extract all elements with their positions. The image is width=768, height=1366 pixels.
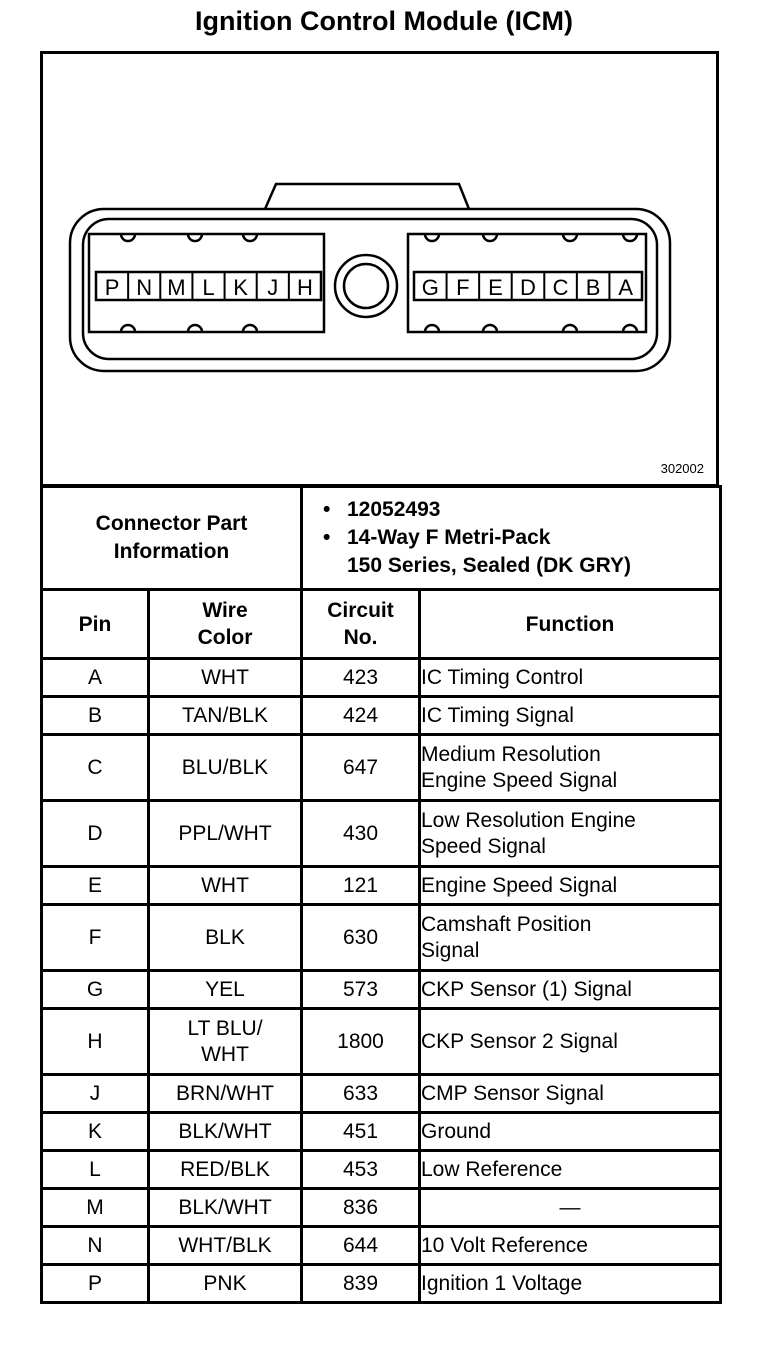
- connector-pin-label: K: [233, 275, 248, 300]
- pin-cell: K: [42, 1113, 149, 1151]
- table-row: [42, 1189, 721, 1227]
- table-row: [42, 905, 721, 971]
- part-info-label: Connector Part Information: [42, 487, 302, 590]
- pin-cell: M: [42, 1189, 149, 1227]
- function-cell: —: [420, 1189, 721, 1227]
- wire-color-cell: TAN/BLK: [149, 697, 302, 735]
- part-number: • 12052493: [323, 498, 441, 521]
- function-cell: Engine Speed Signal: [420, 867, 721, 905]
- connector-pin-label: M: [167, 275, 186, 300]
- pin-cell: E: [42, 867, 149, 905]
- connector-pin-label: B: [585, 275, 601, 300]
- circuit-cell: 644: [302, 1227, 420, 1265]
- circuit-cell: 647: [302, 735, 420, 801]
- function-cell: Low Resolution Engine Speed Signal: [420, 801, 721, 867]
- wire-color-cell: YEL: [149, 971, 302, 1009]
- function-cell: Medium Resolution Engine Speed Signal: [420, 735, 721, 801]
- header-circuit-no: Circuit No.: [302, 590, 420, 659]
- connector-pin-label: P: [104, 275, 120, 300]
- circuit-cell: 453: [302, 1151, 420, 1189]
- wire-color-cell: RED/BLK: [149, 1151, 302, 1189]
- header-wire-color: Wire Color: [149, 590, 302, 659]
- table-row: [42, 697, 721, 735]
- wire-color-cell: PPL/WHT: [149, 801, 302, 867]
- circuit-cell: 423: [302, 659, 420, 697]
- table-row: [42, 735, 721, 801]
- connector-pin-label: N: [136, 275, 153, 300]
- connector-diagram: [40, 51, 719, 487]
- pin-cell: B: [42, 697, 149, 735]
- function-cell: Ground: [420, 1113, 721, 1151]
- circuit-cell: 430: [302, 801, 420, 867]
- circuit-cell: 839: [302, 1265, 420, 1303]
- wire-color-cell: LT BLU/ WHT: [149, 1009, 302, 1075]
- wire-color-cell: BRN/WHT: [149, 1075, 302, 1113]
- pin-cell: N: [42, 1227, 149, 1265]
- function-cell: 10 Volt Reference: [420, 1227, 721, 1265]
- connector-pinout-table: [40, 485, 722, 1304]
- table-row: [42, 659, 721, 697]
- circuit-cell: 1800: [302, 1009, 420, 1075]
- part-info-values: [302, 487, 721, 590]
- table-row: [42, 1113, 721, 1151]
- function-cell: CKP Sensor (1) Signal: [420, 971, 721, 1009]
- pin-cell: D: [42, 801, 149, 867]
- connector-pin-label: L: [202, 275, 215, 300]
- connector-type: • 14-Way F Metri-Pack 150 Series, Sealed (DK GRY): [323, 526, 632, 577]
- pin-cell: J: [42, 1075, 149, 1113]
- function-cell: CKP Sensor 2 Signal: [420, 1009, 721, 1075]
- wire-color-cell: WHT: [149, 659, 302, 697]
- table-row: [42, 801, 721, 867]
- table-row: [42, 1151, 721, 1189]
- function-cell: Ignition 1 Voltage: [420, 1265, 721, 1303]
- connector-pin-label: F: [456, 275, 470, 300]
- table-row: [42, 1009, 721, 1075]
- table-row: [42, 867, 721, 905]
- part-info-row: [42, 487, 721, 590]
- header-function: Function: [420, 590, 721, 659]
- connector-pin-label: H: [296, 275, 313, 300]
- pin-cell: F: [42, 905, 149, 971]
- left-pin-row: [105, 272, 313, 300]
- table-header-row: [42, 590, 721, 659]
- circuit-cell: 573: [302, 971, 420, 1009]
- function-cell: IC Timing Signal: [420, 697, 721, 735]
- circuit-cell: 836: [302, 1189, 420, 1227]
- pin-cell: C: [42, 735, 149, 801]
- page-title: Ignition Control Module (ICM): [195, 6, 573, 36]
- circuit-cell: 633: [302, 1075, 420, 1113]
- connector-face-drawing: [43, 54, 716, 484]
- wire-color-cell: WHT/BLK: [149, 1227, 302, 1265]
- wire-color-cell: BLK: [149, 905, 302, 971]
- pin-cell: G: [42, 971, 149, 1009]
- connector-pin-label: C: [552, 275, 569, 300]
- pin-cell: H: [42, 1009, 149, 1075]
- connector-pin-label: D: [520, 275, 536, 300]
- connector-pin-label: G: [421, 275, 439, 300]
- table-row: [42, 1075, 721, 1113]
- circuit-cell: 121: [302, 867, 420, 905]
- wire-color-cell: PNK: [149, 1265, 302, 1303]
- pin-cell: A: [42, 659, 149, 697]
- wire-color-cell: BLK/WHT: [149, 1113, 302, 1151]
- wire-color-cell: BLK/WHT: [149, 1189, 302, 1227]
- circuit-cell: 424: [302, 697, 420, 735]
- table-row: [42, 971, 721, 1009]
- figure-id: 302002: [660, 461, 704, 476]
- pin-cell: L: [42, 1151, 149, 1189]
- wire-color-cell: WHT: [149, 867, 302, 905]
- function-cell: IC Timing Control: [420, 659, 721, 697]
- circuit-cell: 630: [302, 905, 420, 971]
- right-pin-row: [422, 272, 634, 300]
- header-pin: Pin: [42, 590, 149, 659]
- function-cell: Camshaft Position Signal: [420, 905, 721, 971]
- circuit-cell: 451: [302, 1113, 420, 1151]
- pin-cell: P: [42, 1265, 149, 1303]
- connector-pin-label: A: [618, 275, 634, 300]
- table-row: [42, 1227, 721, 1265]
- function-cell: CMP Sensor Signal: [420, 1075, 721, 1113]
- wire-color-cell: BLU/BLK: [149, 735, 302, 801]
- table-row: [42, 1265, 721, 1303]
- connector-pin-label: J: [267, 275, 279, 300]
- function-cell: Low Reference: [420, 1151, 721, 1189]
- connector-pin-label: E: [488, 275, 503, 300]
